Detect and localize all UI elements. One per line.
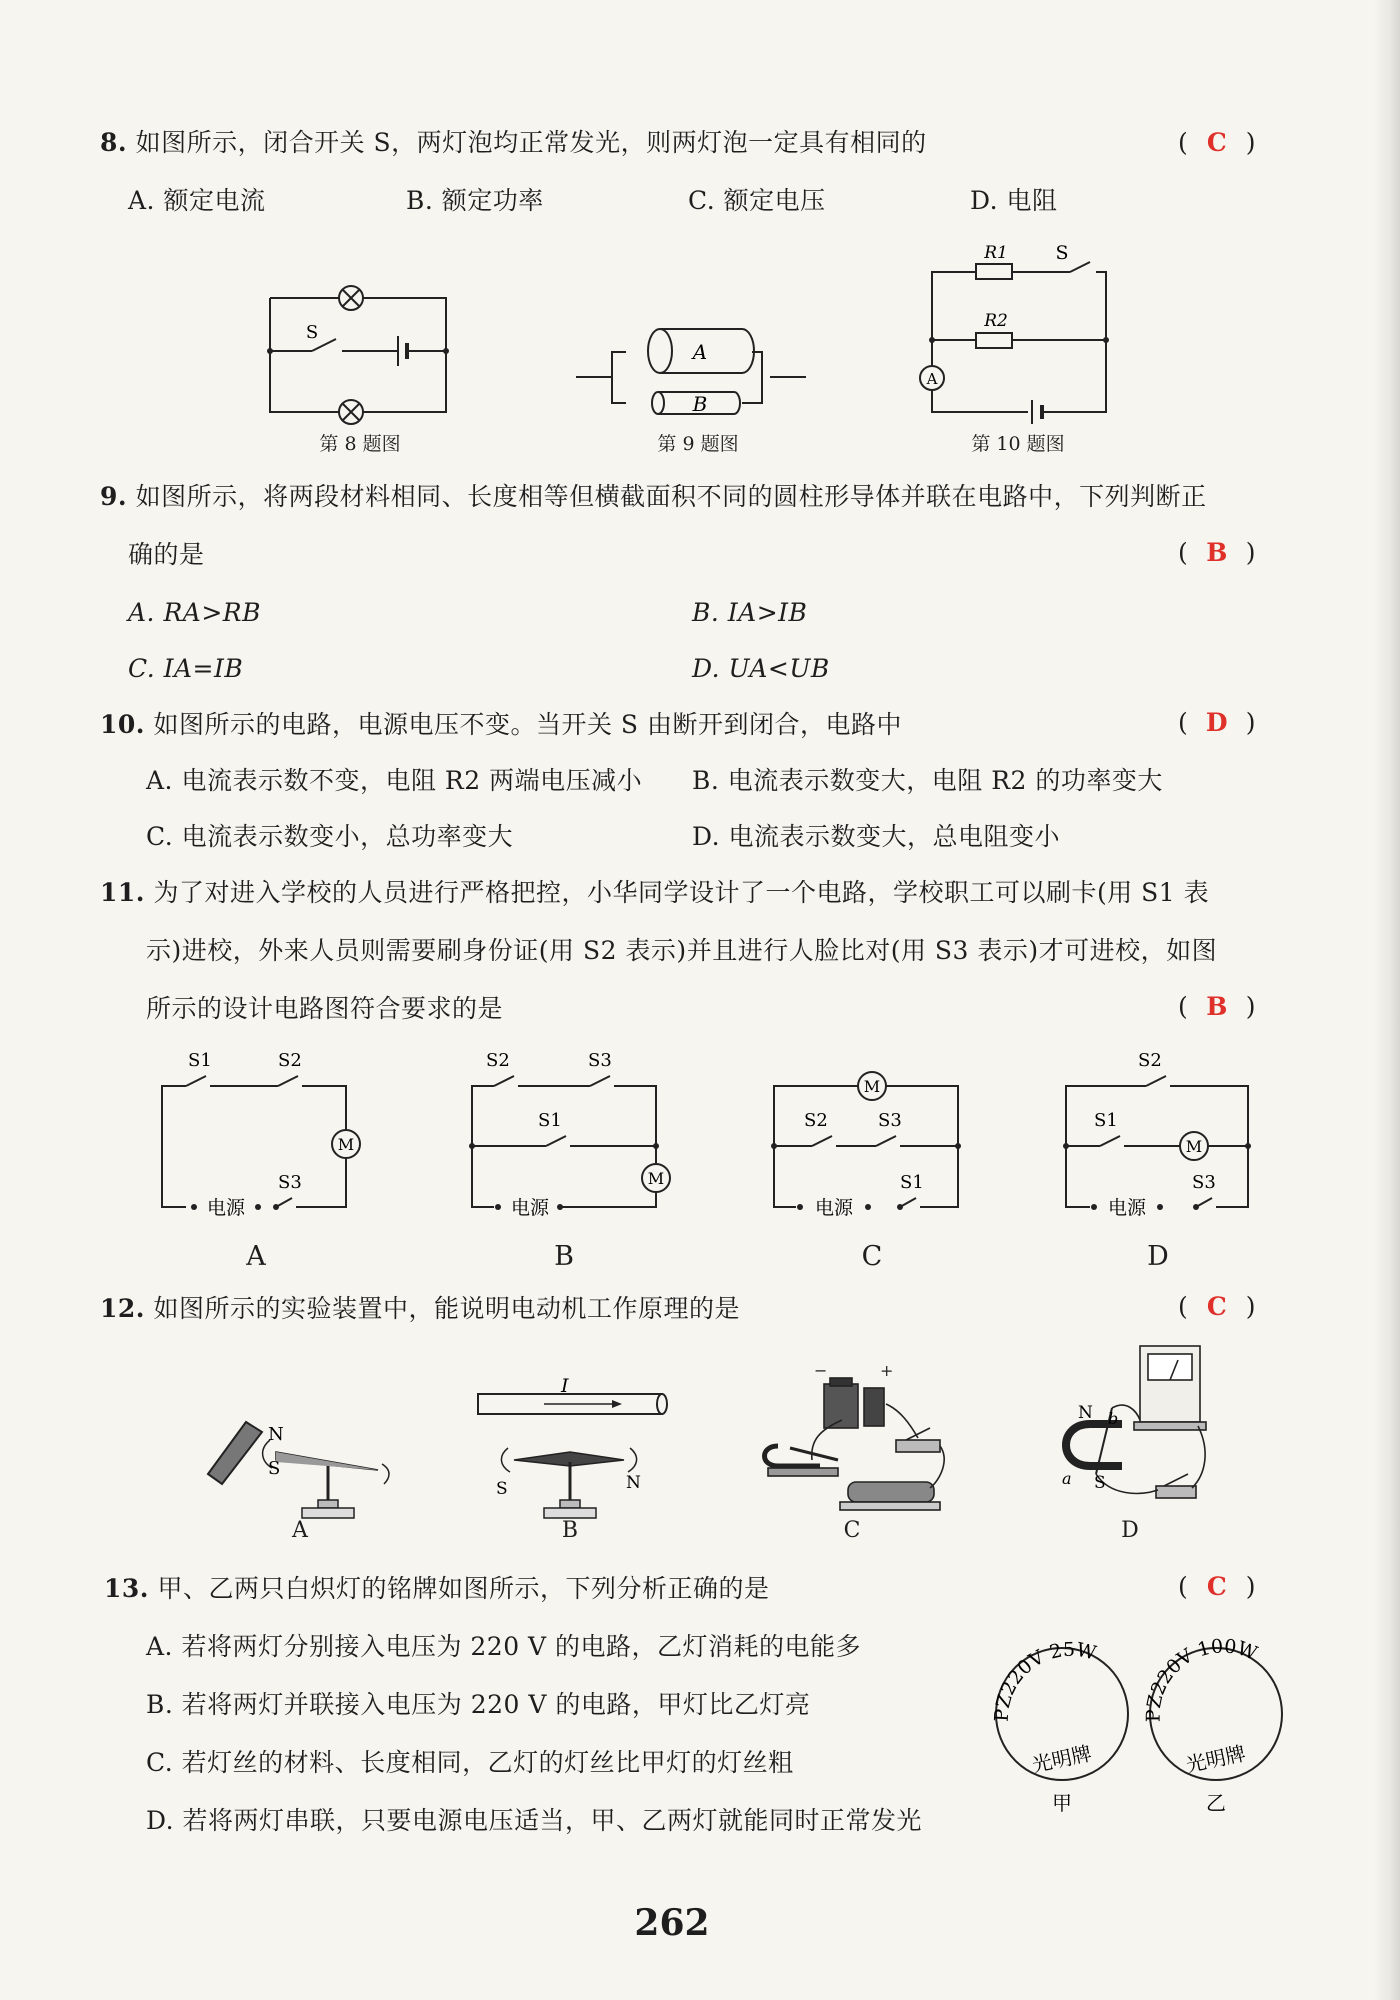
q11c-motor: M [863,1077,881,1096]
svg-text:+: + [880,1361,894,1380]
q10-option-a: A. 电流表示数不变，电阻 R2 两端电压减小 [146,766,643,795]
q13-answer-letter: C [1206,1572,1227,1601]
q11c-power: 电源 [814,1197,854,1219]
q8-option-d: D. 电阻 [970,186,1058,215]
q11-text-2: 示)进校，外来人员则需要刷身份证(用 S2 表示)并且进行人脸比对(用 S3 表示)才可进校，如图 [146,936,1218,965]
q12-number: 12. [100,1294,145,1323]
q10-option-d: D. 电流表示数变大，总电阻变小 [692,822,1061,851]
q12d-n: N [1078,1403,1093,1423]
q11c-s3: S3 [878,1110,902,1131]
q9-answer-letter: B [1206,538,1228,567]
q13-plate2-rating: PZ220V 100W [1142,1635,1261,1723]
fig9-label-b: B [692,392,708,416]
q9-option-a: A. RA>RB [128,598,261,627]
q11b-motor: M [647,1169,665,1188]
q13-option-d: D. 若将两灯串联，只要电源电压适当，甲、乙两灯就能同时正常发光 [146,1806,923,1835]
q11d-power: 电源 [1107,1197,1147,1219]
q10-answer: ( D ) [1178,708,1256,737]
q11-label-b: B [554,1241,574,1272]
q11b-s1: S1 [538,1110,562,1131]
q8-option-b: B. 额定功率 [406,186,544,215]
q11-label-c: C [861,1241,883,1272]
q9-answer: ( B ) [1178,538,1256,567]
q13-plate2-name: 乙 [1206,1791,1226,1815]
fig9-label-a: A [692,340,708,364]
q11a-motor: M [337,1135,355,1154]
q12-label-b: B [561,1518,579,1543]
q8-option-c: C. 额定电压 [688,186,826,215]
q13-plate-yi [1143,1635,1282,1780]
q13-number: 13. [104,1574,149,1603]
q10-option-b: B. 电流表示数变大，电阻 R2 的功率变大 [692,766,1163,795]
fig9-caption: 第 9 题图 [657,433,739,455]
q11b-power: 电源 [510,1197,550,1219]
q8-number: 8. [100,128,128,157]
q11b-s2: S2 [486,1050,510,1071]
svg-text:−: − [814,1361,828,1380]
q11d-s2: S2 [1138,1050,1162,1071]
q9-text-2: 确的是 [128,540,205,569]
q9-option-d: D. UA<UB [692,654,830,683]
q12d-b: b [1108,1409,1119,1428]
q9-text-1: 如图所示，将两段材料相同、长度相等但横截面积不同的圆柱形导体并联在电路中，下列判断正 [135,482,1207,511]
q11a-s3: S3 [278,1172,302,1193]
q8-answer-letter: C [1206,128,1227,157]
fig10-r1-label: R1 [984,243,1008,263]
q13-plate1-name: 甲 [1052,1791,1072,1815]
q11a-s2: S2 [278,1050,302,1071]
q12-label-d: D [1121,1518,1139,1543]
q13-plate1-brand: 光明牌 [1029,1741,1094,1777]
q13-plate-jia [991,1639,1128,1780]
q11d-s3: S3 [1192,1172,1216,1193]
q11-answer: ( B ) [1178,992,1256,1021]
q12-label-a: A [292,1518,308,1543]
q12d-a: a [1062,1469,1072,1488]
q11a-power: 电源 [206,1197,246,1219]
q12b-s: S [496,1479,508,1499]
q11-text-3: 所示的设计电路图符合要求的是 [146,994,504,1023]
q9-option-b: B. IA>IB [692,598,808,627]
q11-text-1: 为了对进入学校的人员进行严格把控，小华同学设计了一个电路，学校职工可以刷卡(用 S1 表 [153,878,1210,907]
q13-plate2-brand: 光明牌 [1183,1741,1248,1777]
fig10-caption: 第 10 题图 [971,433,1065,455]
q11c-s2: S2 [804,1110,828,1131]
q13-option-c: C. 若灯丝的材料、长度相同，乙灯的灯丝比甲灯的灯丝粗 [146,1748,794,1777]
q12d-s: S [1094,1473,1106,1493]
q11c-s1: S1 [900,1172,924,1193]
q11-answer-letter: B [1206,992,1228,1021]
q11b-s3: S3 [588,1050,612,1071]
page-number: 262 [634,1902,710,1944]
q8-option-a: A. 额定电流 [128,186,266,215]
q12b-n: N [626,1473,641,1493]
q11-label-a: A [246,1241,266,1272]
q11d-s1: S1 [1094,1110,1118,1131]
q9-number: 9. [100,482,128,511]
q8-text: 如图所示，闭合开关 S，两灯泡均正常发光，则两灯泡一定具有相同的 [135,128,927,157]
q8-answer: ( C ) [1178,128,1256,157]
q11-label-d: D [1147,1241,1169,1272]
q10-option-c: C. 电流表示数变小，总功率变大 [146,822,514,851]
q12-answer-letter: C [1206,1292,1227,1321]
q11-number: 11. [100,878,145,907]
q12-answer: ( C ) [1178,1292,1256,1321]
fig10-switch-label: S [1055,242,1069,264]
q13-text: 甲、乙两只白炽灯的铭牌如图所示，下列分析正确的是 [157,1574,770,1603]
q13-plate1-rating: PZ220V 25W [990,1638,1099,1723]
q10-answer-letter: D [1205,708,1228,737]
q9-option-c: C. IA=IB [128,654,244,683]
q12-text: 如图所示的实验装置中，能说明电动机工作原理的是 [153,1294,740,1323]
q12a-n: N [268,1424,284,1445]
q13-option-a: A. 若将两灯分别接入电压为 220 V 的电路，乙灯消耗的电能多 [146,1632,862,1661]
q10-number: 10. [100,710,145,739]
fig8-caption: 第 8 题图 [319,433,401,455]
q10-text: 如图所示的电路，电源电压不变。当开关 S 由断开到闭合，电路中 [153,710,902,739]
q12a-s: S [268,1458,281,1479]
q13-option-b: B. 若将两灯并联接入电压为 220 V 的电路，甲灯比乙灯亮 [146,1690,811,1719]
fig10-ammeter-label: A [926,370,938,388]
fig10-r2-label: R2 [984,311,1008,331]
q12-label-c: C [843,1518,861,1543]
q13-answer: ( C ) [1178,1572,1256,1601]
q11d-motor: M [1185,1137,1203,1156]
fig8-switch-label: S [305,322,319,343]
q12b-current: I [561,1375,569,1397]
q11a-s1: S1 [188,1050,212,1071]
